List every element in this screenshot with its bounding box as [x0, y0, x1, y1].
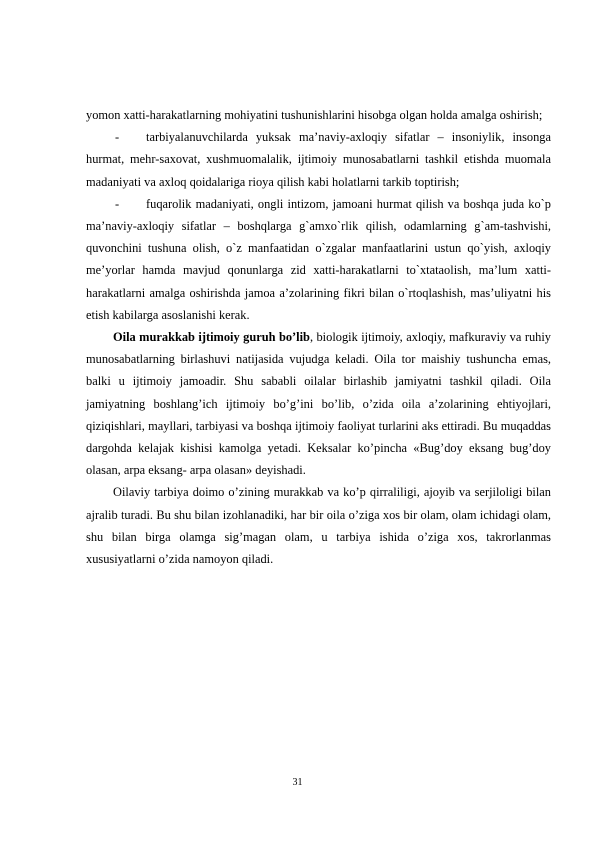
page-number: 31 — [292, 777, 303, 788]
list-item-1 — [86, 126, 551, 193]
list-item-text: tarbiyalanuvchilarda yuksak ma’naviy-axloqiy sifatlar – insoniylik, insonga hurmat, mehr-saxovat, xushmuomalalik, ijtimoiy munosabatlarni tashkil etishda muomala madaniyati va axloq qoidalariga rioya qilish kabi holatlarni tarkib toptirish; — [86, 130, 551, 189]
bold-term: Oila murakkab ijtimoiy guruh bo’lib — [113, 330, 310, 345]
document-page — [86, 104, 551, 570]
paragraph-text: , biologik ijtimoiy, axloqiy, mafkuraviy va ruhiy munosabatlarning birlashuvi natijasida vujudga keladi. Oila tor maishiy tushuncha emas, balki u ijtimoiy jamoadir. Shu sababli oilalar birlashib jamiyatni tashkil qiladi. Oila jamiyatning boshlang’ich ijtimoiy bo’g’ini bo’lib, o’zida oila a’zolarining ehtiyojlari, qiziqishlari, mayllari, tarbiyasi va boshqa ijtimoiy faoliyat turlarini aks ettiradi. Bu muqaddas dargohda kelajak kishisi kamolga yetadi. Keksalar ko’pincha «Bug’doy eksang bug’doy olasan, arpa eksang- arpa olasan» deyishadi. — [86, 330, 551, 478]
paragraph-family-upbringing: Oilaviy tarbiya doimo o’zining murakkab va ko’p qirraliligi, ajoyib va serjiloligi bilan ajralib turadi. Bu shu bilan izohlanadiki, har bir oila o’ziga xos bir olam, olam ichidagi olam, shu bilan birga olamga sig’magan olam, u tarbiya ishida o’ziga xos, takrorlanmas xususiyatlarni o’zida namoyon qiladi. — [86, 485, 551, 567]
list-marker: - — [115, 196, 120, 211]
list-item-2 — [86, 193, 551, 326]
paragraph-intro: yomon xatti-harakatlarning mohiyatini tushunishlarini hisobga olgan holda amalga oshirish; — [86, 108, 543, 122]
paragraph-family — [86, 326, 551, 481]
list-item-text: fuqarolik madaniyati, ongli intizom, jamoani hurmat qilish va boshqa juda ko`p ma’naviy-axloqiy sifatlar – boshqlarga g`amxo`rlik qilish, odamlarning g`am-tashvishi, quvonchini tushuna olish, o`z manfaatidan o`zgalar manfaatlarini ustun qo`yish, axloqiy me’yorlar hamda mavjud qonunlarga zid xatti-harakatlarni to`xtataolish, ma’lum xatti-harakatlarni amalga oshirishda jamoa a’zolarining fikri bilan o`rtoqlashish, mas’uliyatni his etish kabilarga asoslanishi kerak. — [86, 196, 551, 322]
list-marker: - — [115, 130, 120, 145]
